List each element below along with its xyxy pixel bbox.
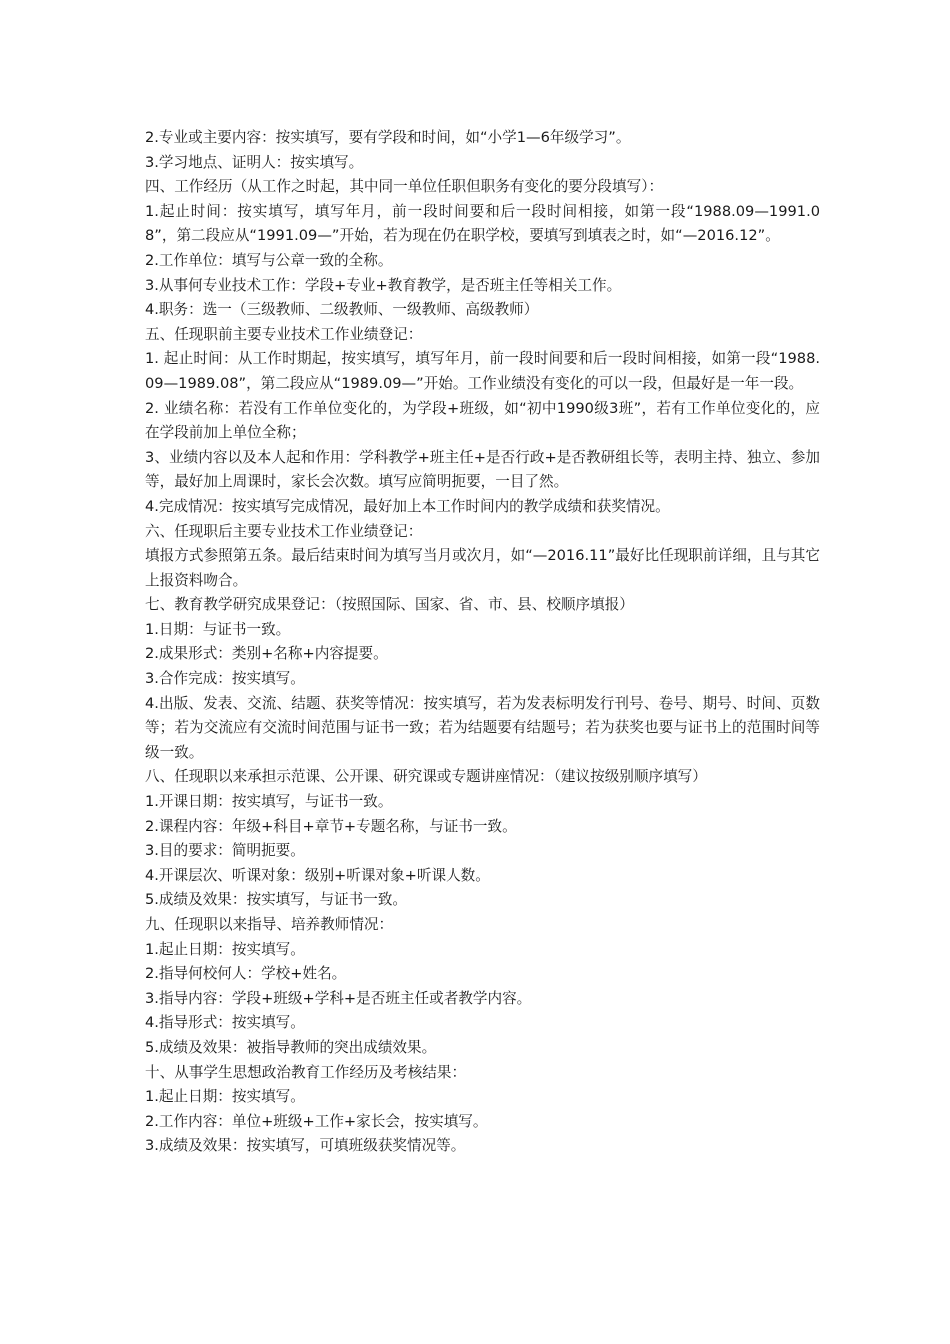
section-heading: 八、任现职以来承担示范课、公开课、研究课或专题讲座情况：（建议按级别顺序填写） <box>145 768 707 786</box>
paragraph: 4.开课层次、听课对象：级别+听课对象+听课人数。 <box>145 866 490 884</box>
paragraph: 2.工作单位：填写与公章一致的全称。 <box>145 251 393 269</box>
paragraph: 4.出版、发表、交流、结题、获奖等情况：按实填写，若为发表标明发行刊号、卷号、期号、时间、页数等；若为交流应有交流时间范围与证书一致；若为结题要有结题号；若为获奖也要与证书上的范围时间等级一致。 <box>145 694 820 761</box>
paragraph: 4.指导形式：按实填写。 <box>145 1014 305 1032</box>
section-heading: 六、任现职后主要专业技术工作业绩登记： <box>145 522 423 540</box>
paragraph: 3.合作完成：按实填写。 <box>145 670 305 688</box>
paragraph: 2.课程内容：年级+科目+章节+专题名称，与证书一致。 <box>145 817 517 835</box>
paragraph: 3.学习地点、证明人：按实填写。 <box>145 153 364 171</box>
paragraph: 填报方式参照第五条。最后结束时间为填写当月或次月，如“—2016.11”最好比任现职前详细，且与其它上报资料吻合。 <box>145 547 820 589</box>
paragraph: 4.完成情况：按实填写完成情况，最好加上本工作时间内的教学成绩和获奖情况。 <box>145 497 670 515</box>
paragraph: 3.从事何专业技术工作：学段+专业+教育教学，是否班主任等相关工作。 <box>145 276 622 294</box>
paragraph: 2.工作内容：单位+班级+工作+家长会，按实填写。 <box>145 1112 488 1130</box>
paragraph: 5.成绩及效果：按实填写，与证书一致。 <box>145 891 408 909</box>
paragraph: 4.职务：选一（三级教师、二级教师、一级教师、高级教师） <box>145 301 539 319</box>
paragraph: 2.成果形式：类别+名称+内容提要。 <box>145 645 388 663</box>
paragraph: 1.开课日期：按实填写，与证书一致。 <box>145 793 393 811</box>
paragraph: 2. 业绩名称：若没有工作单位变化的，为学段+班级，如“初中1990级3班”，若有工作单位变化的，应在学段前加上单位全称； <box>145 399 820 442</box>
section-heading: 十、从事学生思想政治教育工作经历及考核结果： <box>145 1063 467 1081</box>
section-heading: 五、任现职前主要专业技术工作业绩登记： <box>145 325 423 343</box>
paragraph: 2.专业或主要内容：按实填写，要有学段和时间，如“小学1—6年级学习”。 <box>145 129 631 146</box>
section-heading: 四、工作经历（从工作之时起，其中同一单位任职但职务有变化的要分段填写）： <box>145 178 664 196</box>
paragraph: 3.成绩及效果：按实填写，可填班级获奖情况等。 <box>145 1137 466 1155</box>
paragraph: 2.指导何校何人：学校+姓名。 <box>145 965 347 983</box>
section-heading: 七、教育教学研究成果登记：（按照国际、国家、省、市、县、校顺序填报） <box>145 596 634 614</box>
paragraph: 1.起止时间：按实填写，填写年月，前一段时间要和后一段时间相接，如第一段“1988.09—1991.08”，第二段应从“1991.09—”开始，若为现在仍在职学校，要填写到填表之时，如“—2016.12”。 <box>145 202 820 245</box>
paragraph: 3、业绩内容以及本人起和作用：学科教学+班主任+是否行政+是否教研组长等，表明主持、独立、参加等，最好加上周课时，家长会次数。填写应简明扼要，一目了然。 <box>145 448 820 491</box>
paragraph: 3.目的要求：简明扼要。 <box>145 842 305 860</box>
paragraph: 1. 起止时间：从工作时期起，按实填写，填写年月，前一段时间要和后一段时间相接，如第一段“1988.09—1989.08”，第二段应从“1989.09—”开始。工作业绩没有变化的可以一段，但最好是一年一段。 <box>145 350 820 392</box>
paragraph: 1.起止日期：按实填写。 <box>145 940 305 958</box>
paragraph: 3.指导内容：学段+班级+学科+是否班主任或者教学内容。 <box>145 989 532 1007</box>
paragraph: 1.日期：与证书一致。 <box>145 620 291 638</box>
paragraph: 5.成绩及效果：被指导教师的突出成绩效果。 <box>145 1038 437 1056</box>
document-body <box>145 126 820 1159</box>
paragraph: 1.起止日期：按实填写。 <box>145 1088 305 1106</box>
section-heading: 九、任现职以来指导、培养教师情况： <box>145 916 394 933</box>
